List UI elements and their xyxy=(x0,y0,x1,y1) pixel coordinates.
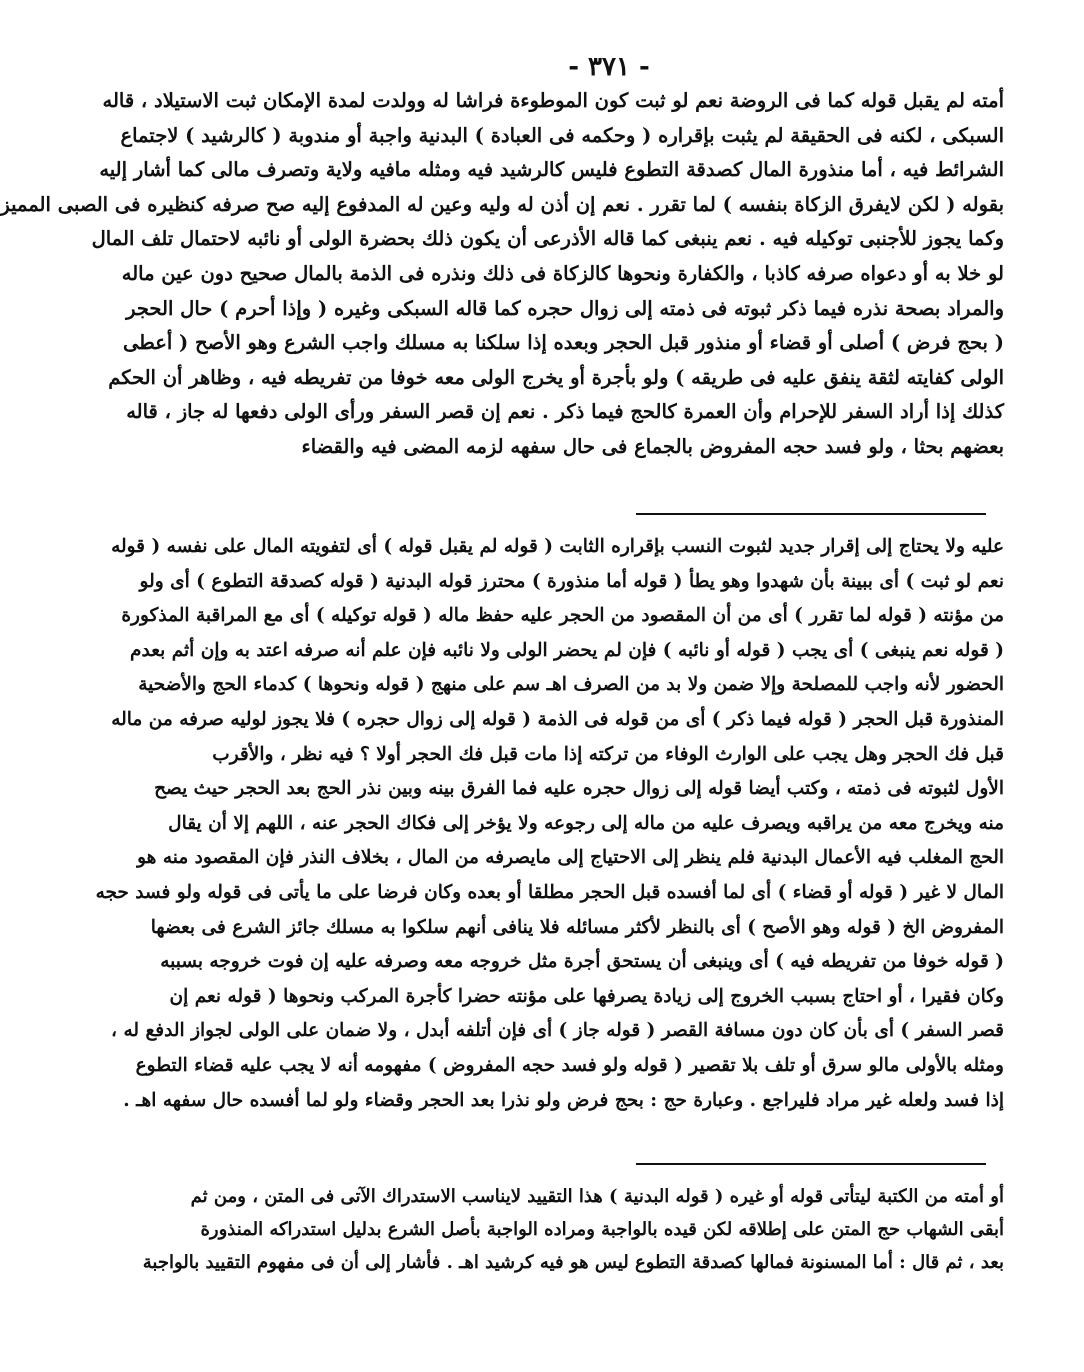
separator-rule xyxy=(636,1163,986,1165)
main-text-line: لو خلا به أو دعواه صرفه كاذبا ، والكفارة ونحوها كالزكاة فى ذلك ونذره فى الذمة بالمال صحيح دون عين ماله xyxy=(121,261,1004,285)
main-text-line: وكما يجوز للأجنبى توكيله فيه . نعم ينبغى كما قاله الأذرعى أن يكون ذلك بحضرة الولى أو نائبه لاحتمال تلف المال xyxy=(91,227,1004,251)
commentary-line: المفروض الخ ( قوله وهو الأصح ) أى بالنظر لأكثر مسائله فلا ينافى أنهم سلكوا به مسلك جائز الشرع فى بعضها xyxy=(150,916,1004,938)
commentary-line: ( قوله خوفا من تفريطه فيه ) أى وينبغى أن يستحق أجرة مثل خروجه معه وصرفه عليه إن فوت خروجه بسببه xyxy=(160,951,1004,973)
annotation-block xyxy=(142,1180,1004,1279)
commentary-line: منه ويخرج معه من يراقبه ويصرف عليه من ماله إلى رجوعه ولا يؤخر إلى فكاك الحجر عنه ، اللهم إلا أن يقال xyxy=(168,812,1004,834)
commentary-line: قصر السفر ) أى بأن كان دون مسافة القصر ( قوله جاز ) أى فإن أتلفه أبدل ، ولا ضمان على الولى لجواز الدفع له ، xyxy=(111,1020,1004,1042)
page-number: - ٣٧١ - xyxy=(568,52,650,82)
commentary-line: المنذورة قبل الحجر ( قوله فيما ذكر ) أى من قوله فى الذمة ( قوله إلى زوال حجره ) فلا يجوز لوليه صرفه من ماله xyxy=(111,708,1004,730)
commentary-line: إذا فسد ولعله غير مراد فليراجع . وعبارة حج : بحج فرض ولو نذرا بعد الحجر وقضاء ولو لما أفسده حال سفهه اهـ . xyxy=(123,1089,1004,1111)
commentary-line: من مؤنته ( قوله لما تقرر ) أى من أن المقصود من الحجر عليه حفظ ماله ( قوله توكيله ) أى مع المراقبة المذكورة xyxy=(121,605,1004,627)
main-text-line: والمراد بصحة نذره فيما ذكر ثبوته فى ذمته إلى زوال حجره كما قاله السبكى وغيره ( وإذا أحرم ) حال الحجر xyxy=(126,296,1004,320)
annotation-line: بعد ، ثم قال : أما المسنونة فمالها كصدقة التطوع ليس هو فيه كرشيد اهـ . فأشار إلى أن فى مفهوم التقييد بالواجبة xyxy=(142,1252,1004,1273)
commentary-line: نعم لو ثبت ) أى ببينة بأن شهدوا وهو يطأ ( قوله أما منذورة ) محترز قوله البدنية ( قوله كصدقة التطوع ) أى ولو xyxy=(139,570,1004,592)
commentary-line: الحج المغلب فيه الأعمال البدنية فلم ينظر إلى الاحتياج إلى مايصرفه من المال ، بخلاف النذر فإن المقصود منه هو xyxy=(137,847,1004,869)
main-text-line: كذلك إذا أراد السفر للإحرام وأن العمرة كالحج فيما ذكر . نعم إن قصر السفر ورأى الولى دفعها له جاز ، قاله xyxy=(126,400,1004,424)
annotation-line: أو أمته من الكتبة ليتأتى قوله أو غيره ( قوله البدنية ) هذا التقييد لايناسب الاستدراك الآتى فى المتن ، ومن ثم xyxy=(190,1186,1004,1207)
commentary-line: عليه ولا يحتاج إلى إقرار جديد لثبوت النسب بإقراره الثابت ( قوله لم يقبل قوله ) أى لتفويته المال على نفسه ( قوله xyxy=(111,536,1004,557)
commentary-block xyxy=(95,530,1004,1118)
main-text-line: بقوله ( لكن لايفرق الزكاة بنفسه ) لما تقرر . نعم إن أذن له وليه وعين له المدفوع إليه صح صرفه كنظيره فى الصبى المميز xyxy=(0,192,1004,216)
main-text-line: أمته لم يقبل قوله كما فى الروضة نعم لو ثبت كون الموطوءة فراشا له وولدت لمدة الإمكان ثبت الاستيلاد ، قاله xyxy=(102,89,1004,112)
main-text-line: ( بحج فرض ) أصلى أو قضاء أو منذور قبل الحجر وبعده إذا سلكنا به مسلك واجب الشرع وهو الأصح ( أعطى xyxy=(122,331,1004,355)
main-text-line: الولى كفايته لثقة ينفق عليه فى طريقه ) ولو بأجرة أو يخرج الولى معه خوفا من تفريطه فيه ، وظاهر أن الحكم xyxy=(108,365,1004,389)
main-text-line: بعضهم بحثا ، ولو فسد حجه المفروض بالجماع فى حال سفهه لزمه المضى فيه والقضاء xyxy=(301,434,1004,458)
commentary-line: قبل فك الحجر وهل يجب على الوارث الوفاء من تركته إذا مات قبل فك الحجر أولا ؟ فيه نظر ، والأقرب xyxy=(212,743,1004,765)
commentary-line: ومثله بالأولى مالو سرق أو تلف بلا تقصير ( قوله ولو فسد حجه المفروض ) مفهومه أنه لا يجب عليه قضاء التطوع xyxy=(135,1054,1004,1076)
commentary-line: الأول لثبوته فى ذمته ، وكتب أيضا قوله إلى زوال حجره عليه فما الفرق بينه وبين نذر الحج بعد الحجر حيث يصح xyxy=(154,778,1004,800)
annotation-line: أبقى الشهاب حج المتن على إطلاقه لكن قيده بالواجبة ومراده الواجبة بأصل الشرع بدليل استدراكه المنذورة xyxy=(200,1219,1004,1240)
separator-rule xyxy=(636,513,986,515)
commentary-line: المال لا غير ( قوله أو قضاء ) أى لما أفسده قبل الحجر مطلقا أو بعده وكان فرضا على ما يأتى فى قوله ولو فسد حجه xyxy=(95,881,1004,903)
main-text-line: السبكى ، لكنه فى الحقيقة لم يثبت بإقراره ( وحكمه فى العبادة ) البدنية واجبة أو مندوبة ( كالرشيد ) لاجتماع xyxy=(120,123,1004,147)
main-text-block xyxy=(0,84,1004,465)
commentary-line: وكان فقيرا ، أو احتاج بسبب الخروج إلى زيادة يصرفها على مؤنته حضرا كأجرة المركب ونحوها ( قوله نعم إن xyxy=(169,985,1004,1007)
commentary-line: الحضور لأنه واجب للمصلحة وإلا ضمن ولا بد من الصرف اهـ سم على منهج ( قوله ونحوها ) كدماء الحج والأضحية xyxy=(138,674,1004,696)
main-text-line: الشرائط فيه ، أما منذورة المال كصدقة التطوع فليس كالرشيد فيه ومثله مافيه ولاية وتصرف مالى كما أشار إليه xyxy=(99,158,1004,182)
commentary-line: ( قوله نعم ينبغى ) أى يجب ( قوله أو نائبه ) فإن لم يحضر الولى ولا نائبه فإن علم أنه صرفه اعتد به وإن أثم بعدم xyxy=(130,639,1004,661)
